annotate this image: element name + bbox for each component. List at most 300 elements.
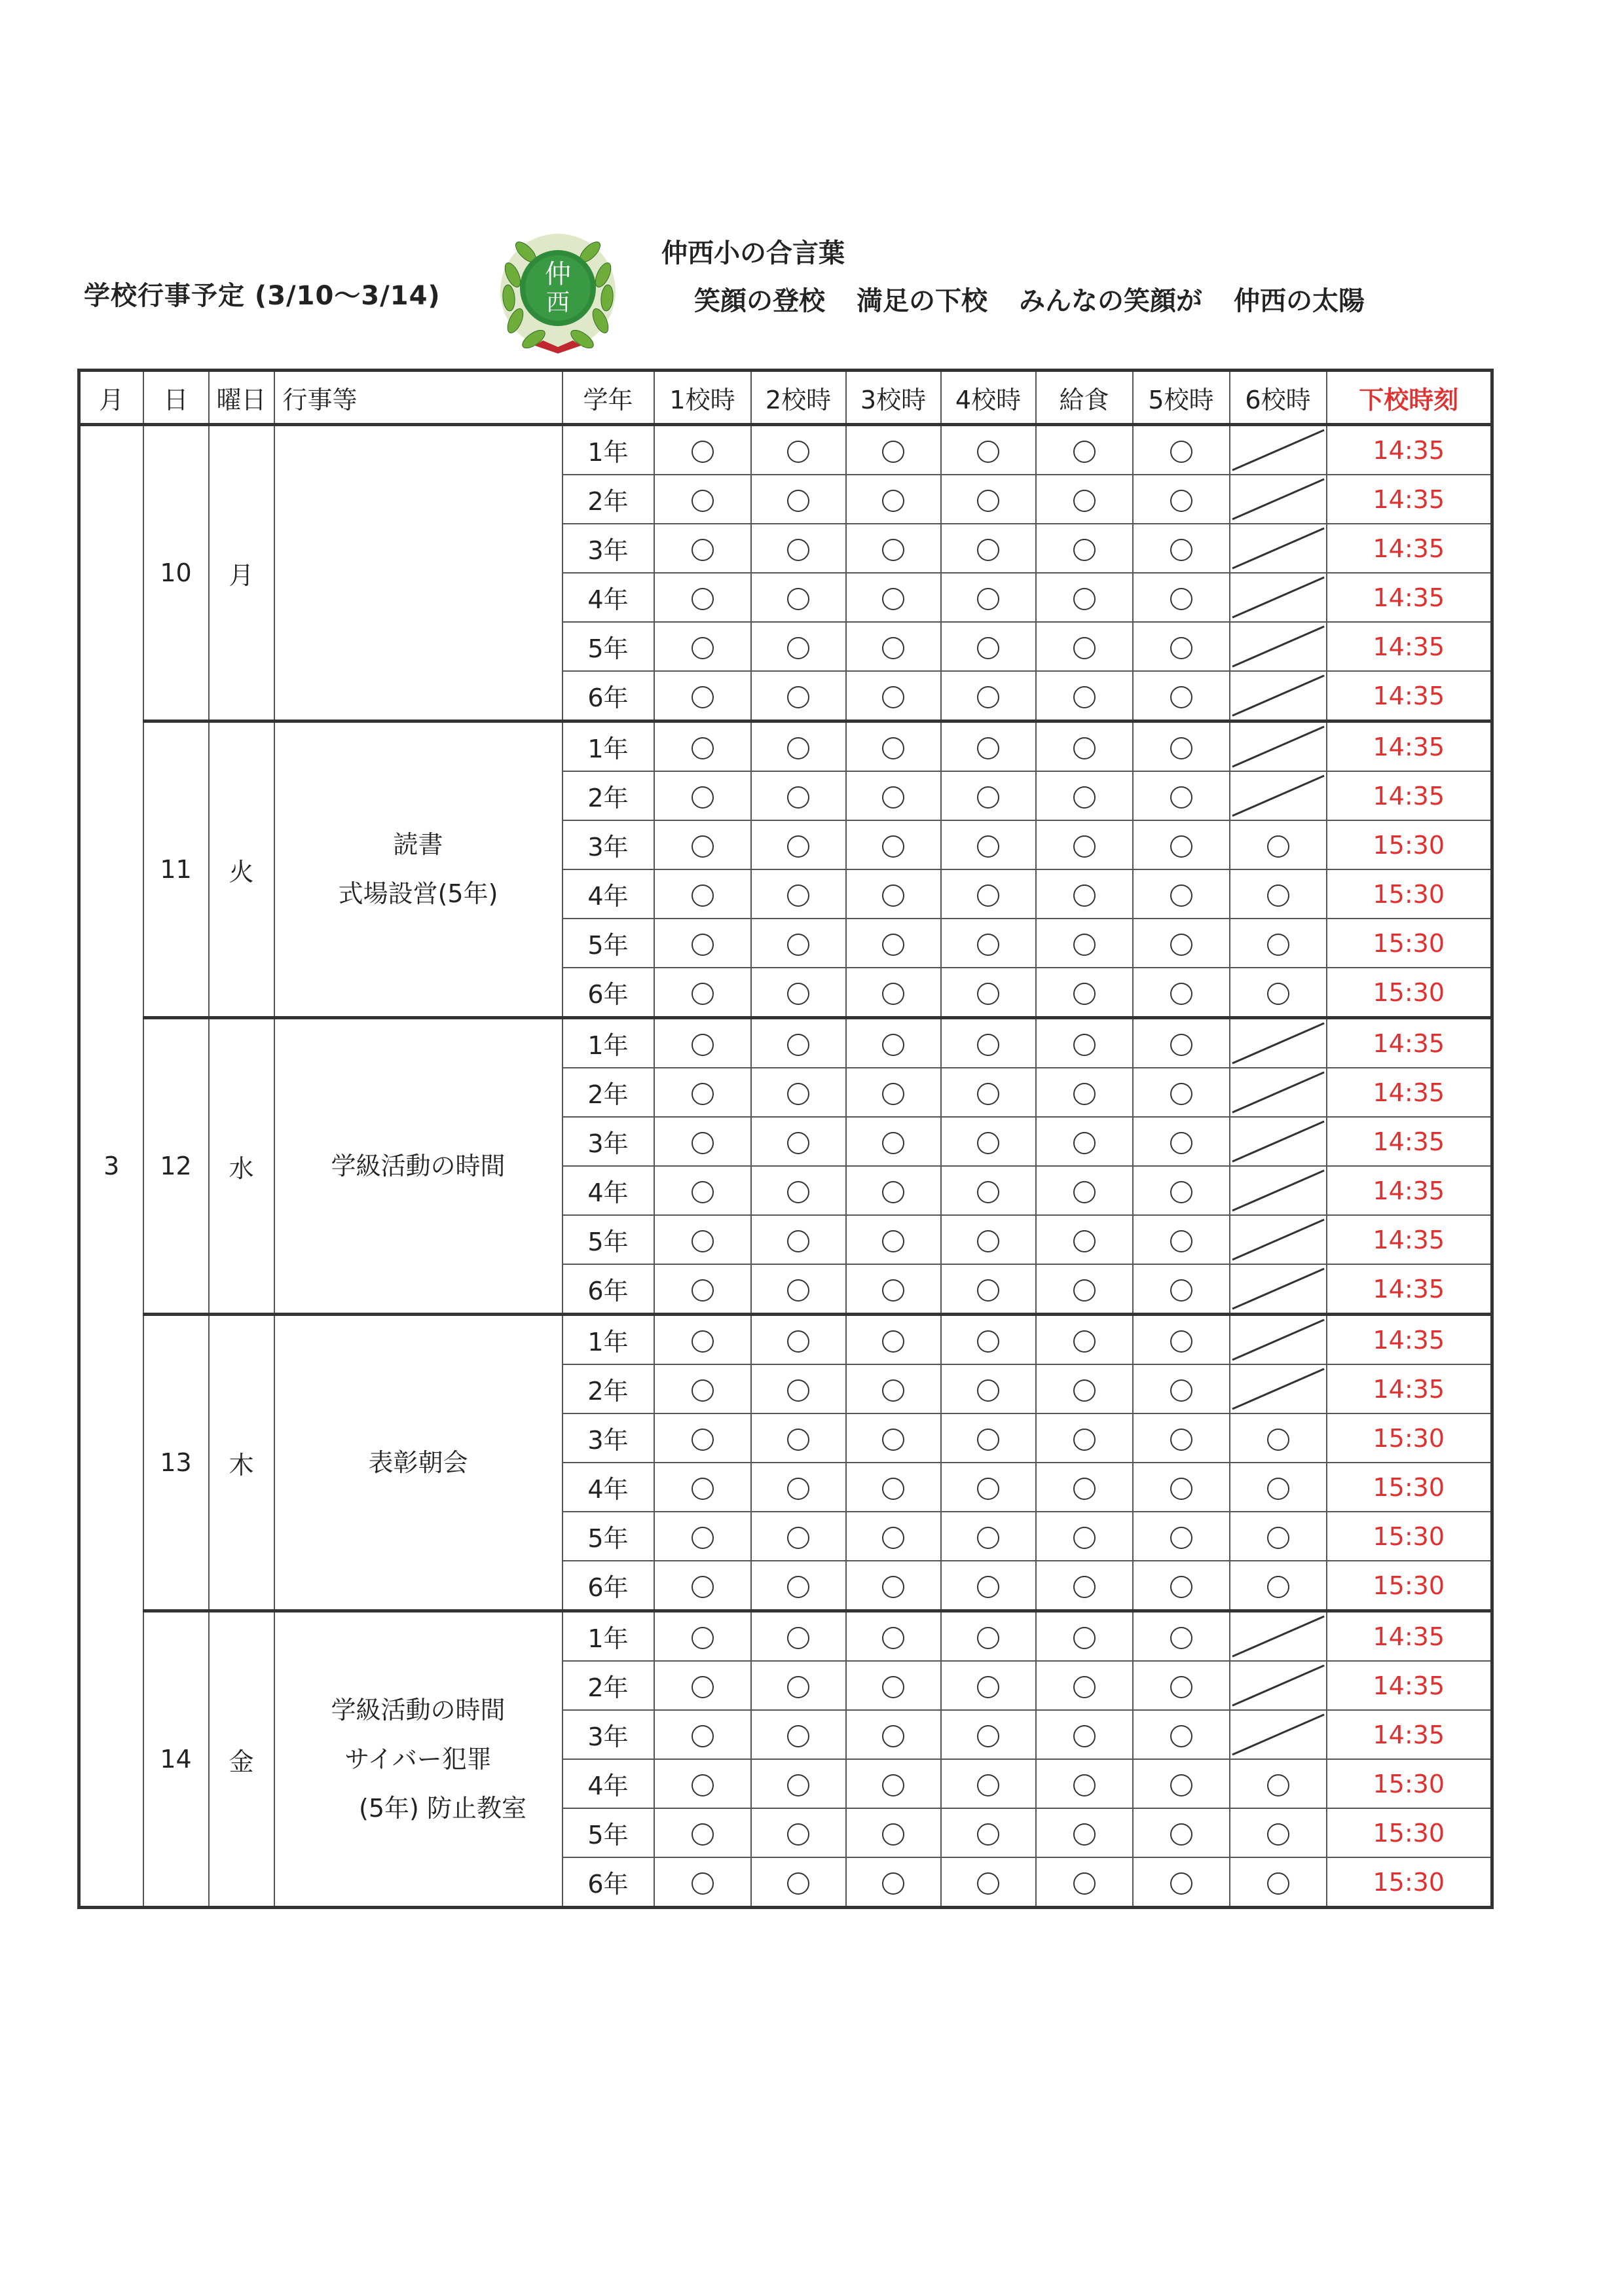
- attendance-cell: [941, 475, 1036, 524]
- attendance-cell: [941, 1166, 1036, 1215]
- circle-mark-icon: [787, 539, 809, 561]
- dismissal-time-cell: 14:35: [1327, 1018, 1492, 1068]
- period-6-cell: [1230, 1413, 1327, 1463]
- attendance-cell: [846, 671, 941, 721]
- circle-mark-icon: [882, 1083, 904, 1105]
- attendance-cell: [846, 1512, 941, 1561]
- attendance-cell: [1133, 869, 1230, 919]
- attendance-cell: [1036, 721, 1133, 772]
- circle-mark-icon: [977, 1823, 999, 1846]
- no-class-slash-icon: [1230, 672, 1326, 720]
- circle-mark-icon: [1170, 1774, 1192, 1796]
- attendance-cell: [941, 1364, 1036, 1413]
- circle-mark-icon: [1073, 835, 1096, 858]
- attendance-cell: [654, 475, 751, 524]
- grade-cell: 5年: [563, 1808, 654, 1857]
- attendance-cell: [654, 1413, 751, 1463]
- motto-phrase: 仲西の太陽: [1234, 286, 1365, 316]
- attendance-cell: [1036, 1315, 1133, 1365]
- attendance-cell: [751, 721, 846, 772]
- circle-mark-icon: [787, 686, 809, 708]
- attendance-cell: [1133, 475, 1230, 524]
- attendance-cell: [941, 425, 1036, 475]
- circle-mark-icon: [692, 1478, 714, 1500]
- grade-cell: 2年: [563, 475, 654, 524]
- circle-mark-icon: [977, 835, 999, 858]
- period-6-cell: [1230, 1364, 1327, 1413]
- attendance-cell: [846, 1759, 941, 1808]
- circle-mark-icon: [787, 1725, 809, 1747]
- period-6-cell: [1230, 1661, 1327, 1710]
- circle-mark-icon: [977, 1478, 999, 1500]
- circle-mark-icon: [977, 1429, 999, 1451]
- attendance-cell: [654, 1561, 751, 1611]
- circle-mark-icon: [1170, 490, 1192, 512]
- attendance-cell: [1036, 771, 1133, 820]
- circle-mark-icon: [977, 1576, 999, 1598]
- circle-mark-icon: [977, 441, 999, 463]
- circle-mark-icon: [1073, 441, 1096, 463]
- table-row: [79, 1611, 1492, 1662]
- grade-cell: 2年: [563, 1661, 654, 1710]
- attendance-cell: [941, 524, 1036, 573]
- circle-mark-icon: [787, 1379, 809, 1402]
- circle-mark-icon: [1170, 1083, 1192, 1105]
- events-cell: [274, 1611, 563, 1908]
- attendance-cell: [1036, 1068, 1133, 1117]
- attendance-cell: [654, 1759, 751, 1808]
- circle-mark-icon: [692, 1083, 714, 1105]
- circle-mark-icon: [692, 1379, 714, 1402]
- attendance-cell: [654, 1315, 751, 1365]
- circle-mark-icon: [882, 1627, 904, 1649]
- circle-mark-icon: [787, 1034, 809, 1056]
- circle-mark-icon: [787, 1330, 809, 1353]
- dismissal-time-cell: 15:30: [1327, 919, 1492, 968]
- circle-mark-icon: [1073, 686, 1096, 708]
- circle-mark-icon: [1267, 835, 1289, 858]
- attendance-cell: [1133, 1463, 1230, 1512]
- circle-mark-icon: [1073, 1676, 1096, 1698]
- period-6-cell: [1230, 1264, 1327, 1315]
- dismissal-time-cell: 15:30: [1327, 1759, 1492, 1808]
- dismissal-time-cell: 14:35: [1327, 573, 1492, 622]
- circle-mark-icon: [692, 1230, 714, 1252]
- weekday-cell: 金: [209, 1611, 274, 1908]
- period-6-cell: [1230, 1166, 1327, 1215]
- grade-cell: 1年: [563, 1315, 654, 1365]
- circle-mark-icon: [977, 686, 999, 708]
- circle-mark-icon: [1170, 835, 1192, 858]
- circle-mark-icon: [1170, 1279, 1192, 1302]
- attendance-cell: [1036, 1117, 1133, 1166]
- circle-mark-icon: [787, 1676, 809, 1698]
- circle-mark-icon: [882, 637, 904, 659]
- circle-mark-icon: [692, 686, 714, 708]
- events-cell: [274, 1018, 563, 1315]
- attendance-cell: [751, 573, 846, 622]
- circle-mark-icon: [977, 1181, 999, 1203]
- attendance-cell: [941, 919, 1036, 968]
- circle-mark-icon: [977, 1379, 999, 1402]
- circle-mark-icon: [787, 1527, 809, 1549]
- no-class-slash-icon: [1230, 1365, 1326, 1413]
- no-class-slash-icon: [1230, 1167, 1326, 1214]
- circle-mark-icon: [977, 1627, 999, 1649]
- attendance-cell: [1036, 919, 1133, 968]
- no-class-slash-icon: [1230, 1019, 1326, 1067]
- dismissal-time-cell: 14:35: [1327, 671, 1492, 721]
- attendance-cell: [751, 1808, 846, 1857]
- table-header-row: [79, 371, 1492, 425]
- circle-mark-icon: [787, 490, 809, 512]
- attendance-cell: [1036, 1561, 1133, 1611]
- circle-mark-icon: [1073, 1725, 1096, 1747]
- dismissal-time-cell: 14:35: [1327, 1315, 1492, 1365]
- attendance-cell: [654, 919, 751, 968]
- period-6-cell: [1230, 1857, 1327, 1908]
- grade-cell: 3年: [563, 1117, 654, 1166]
- circle-mark-icon: [1170, 934, 1192, 956]
- circle-mark-icon: [692, 441, 714, 463]
- motto-phrase: 満足の下校: [857, 286, 987, 316]
- attendance-cell: [1036, 1808, 1133, 1857]
- circle-mark-icon: [692, 1034, 714, 1056]
- attendance-cell: [654, 1463, 751, 1512]
- attendance-cell: [941, 1759, 1036, 1808]
- circle-mark-icon: [1073, 884, 1096, 907]
- motto-line: [694, 280, 1365, 318]
- attendance-cell: [1133, 671, 1230, 721]
- grade-cell: 3年: [563, 1413, 654, 1463]
- attendance-cell: [751, 771, 846, 820]
- table-row: [79, 425, 1492, 475]
- col-header-period-5: 5校時: [1133, 371, 1230, 425]
- attendance-cell: [751, 1364, 846, 1413]
- circle-mark-icon: [692, 1576, 714, 1598]
- event-item: (5年) 防止教室: [359, 1793, 526, 1823]
- attendance-cell: [654, 1512, 751, 1561]
- attendance-cell: [751, 1117, 846, 1166]
- attendance-cell: [751, 622, 846, 671]
- motto-title: 仲西小の合言葉: [661, 238, 845, 268]
- circle-mark-icon: [1170, 1627, 1192, 1649]
- circle-mark-icon: [1170, 686, 1192, 708]
- attendance-cell: [1133, 1857, 1230, 1908]
- circle-mark-icon: [692, 1823, 714, 1846]
- circle-mark-icon: [1073, 539, 1096, 561]
- circle-mark-icon: [1267, 1478, 1289, 1500]
- circle-mark-icon: [1170, 884, 1192, 907]
- circle-mark-icon: [1267, 1872, 1289, 1895]
- grade-cell: 4年: [563, 573, 654, 622]
- circle-mark-icon: [882, 1527, 904, 1549]
- col-header-weekday: 曜日: [209, 371, 274, 425]
- attendance-cell: [751, 1018, 846, 1068]
- circle-mark-icon: [1073, 1823, 1096, 1846]
- attendance-cell: [846, 1018, 941, 1068]
- circle-mark-icon: [787, 1774, 809, 1796]
- attendance-cell: [1133, 573, 1230, 622]
- col-header-month: 月: [79, 371, 143, 425]
- attendance-cell: [941, 1561, 1036, 1611]
- period-6-cell: [1230, 869, 1327, 919]
- attendance-cell: [654, 721, 751, 772]
- period-6-cell: [1230, 573, 1327, 622]
- grade-cell: 6年: [563, 968, 654, 1018]
- attendance-cell: [846, 820, 941, 869]
- attendance-cell: [941, 671, 1036, 721]
- circle-mark-icon: [1170, 588, 1192, 610]
- attendance-cell: [846, 1215, 941, 1264]
- attendance-cell: [846, 721, 941, 772]
- attendance-cell: [751, 1561, 846, 1611]
- circle-mark-icon: [1073, 1034, 1096, 1056]
- motto-phrase: みんなの笑顔が: [1019, 286, 1202, 316]
- attendance-cell: [941, 1857, 1036, 1908]
- circle-mark-icon: [787, 1181, 809, 1203]
- circle-mark-icon: [1073, 1774, 1096, 1796]
- event-item: 表彰朝会: [368, 1448, 468, 1477]
- circle-mark-icon: [882, 1576, 904, 1598]
- attendance-cell: [941, 771, 1036, 820]
- circle-mark-icon: [787, 1627, 809, 1649]
- attendance-cell: [941, 1264, 1036, 1315]
- circle-mark-icon: [1073, 983, 1096, 1005]
- attendance-cell: [751, 1463, 846, 1512]
- attendance-cell: [1133, 919, 1230, 968]
- grade-cell: 1年: [563, 1611, 654, 1662]
- circle-mark-icon: [1073, 1083, 1096, 1105]
- circle-mark-icon: [787, 1478, 809, 1500]
- circle-mark-icon: [692, 1725, 714, 1747]
- circle-mark-icon: [1073, 1429, 1096, 1451]
- circle-mark-icon: [1170, 1576, 1192, 1598]
- circle-mark-icon: [1267, 884, 1289, 907]
- attendance-cell: [941, 721, 1036, 772]
- circle-mark-icon: [692, 588, 714, 610]
- attendance-cell: [654, 1710, 751, 1759]
- attendance-cell: [751, 1068, 846, 1117]
- col-header-events: 行事等: [274, 371, 563, 425]
- circle-mark-icon: [882, 1132, 904, 1154]
- day-cell: 12: [143, 1018, 209, 1315]
- circle-mark-icon: [1073, 1330, 1096, 1353]
- attendance-cell: [751, 968, 846, 1018]
- attendance-cell: [1036, 1413, 1133, 1463]
- schedule-table: [77, 369, 1494, 1909]
- circle-mark-icon: [692, 1181, 714, 1203]
- circle-mark-icon: [787, 884, 809, 907]
- period-6-cell: [1230, 1117, 1327, 1166]
- circle-mark-icon: [1073, 1872, 1096, 1895]
- attendance-cell: [751, 1264, 846, 1315]
- circle-mark-icon: [692, 835, 714, 858]
- no-class-slash-icon: [1230, 723, 1326, 771]
- event-item: 学級活動の時間: [331, 1695, 506, 1724]
- circle-mark-icon: [977, 1676, 999, 1698]
- circle-mark-icon: [787, 835, 809, 858]
- attendance-cell: [846, 1463, 941, 1512]
- attendance-cell: [1133, 1364, 1230, 1413]
- no-class-slash-icon: [1230, 1613, 1326, 1660]
- attendance-cell: [1133, 425, 1230, 475]
- dismissal-time-cell: 14:35: [1327, 475, 1492, 524]
- period-6-cell: [1230, 919, 1327, 968]
- attendance-cell: [1133, 1018, 1230, 1068]
- attendance-cell: [1133, 1166, 1230, 1215]
- period-6-cell: [1230, 820, 1327, 869]
- no-class-slash-icon: [1230, 1216, 1326, 1264]
- circle-mark-icon: [977, 786, 999, 809]
- attendance-cell: [1036, 820, 1133, 869]
- attendance-cell: [846, 425, 941, 475]
- attendance-cell: [1036, 869, 1133, 919]
- attendance-cell: [846, 1808, 941, 1857]
- attendance-cell: [846, 968, 941, 1018]
- circle-mark-icon: [977, 983, 999, 1005]
- attendance-cell: [654, 1661, 751, 1710]
- attendance-cell: [1036, 1759, 1133, 1808]
- attendance-cell: [654, 1166, 751, 1215]
- attendance-cell: [1036, 1018, 1133, 1068]
- period-6-cell: [1230, 1710, 1327, 1759]
- attendance-cell: [1036, 968, 1133, 1018]
- circle-mark-icon: [692, 1774, 714, 1796]
- grade-cell: 4年: [563, 1463, 654, 1512]
- attendance-cell: [654, 968, 751, 1018]
- attendance-cell: [941, 869, 1036, 919]
- circle-mark-icon: [977, 637, 999, 659]
- no-class-slash-icon: [1230, 574, 1326, 621]
- dismissal-time-cell: 15:30: [1327, 1413, 1492, 1463]
- events-cell: [274, 721, 563, 1018]
- attendance-cell: [941, 1463, 1036, 1512]
- attendance-cell: [1133, 1264, 1230, 1315]
- circle-mark-icon: [1073, 637, 1096, 659]
- circle-mark-icon: [977, 1279, 999, 1302]
- circle-mark-icon: [1170, 1725, 1192, 1747]
- circle-mark-icon: [1170, 539, 1192, 561]
- weekday-cell: 月: [209, 425, 274, 721]
- attendance-cell: [1133, 1117, 1230, 1166]
- circle-mark-icon: [1267, 983, 1289, 1005]
- grade-cell: 2年: [563, 1068, 654, 1117]
- school-emblem-logo: [494, 223, 622, 357]
- logo-char-2: 西: [545, 289, 570, 316]
- circle-mark-icon: [1267, 1774, 1289, 1796]
- col-header-dismissal-time: 下校時刻: [1327, 371, 1492, 425]
- attendance-cell: [654, 1857, 751, 1908]
- day-cell: 13: [143, 1315, 209, 1611]
- weekday-cell: 火: [209, 721, 274, 1018]
- events-cell: [274, 425, 563, 721]
- dismissal-time-cell: 14:35: [1327, 1611, 1492, 1662]
- attendance-cell: [846, 1710, 941, 1759]
- circle-mark-icon: [977, 1527, 999, 1549]
- attendance-cell: [846, 919, 941, 968]
- weekday-cell: 木: [209, 1315, 274, 1611]
- no-class-slash-icon: [1230, 1118, 1326, 1165]
- attendance-cell: [1133, 1512, 1230, 1561]
- circle-mark-icon: [1267, 1576, 1289, 1598]
- circle-mark-icon: [692, 490, 714, 512]
- period-6-cell: [1230, 1808, 1327, 1857]
- circle-mark-icon: [1267, 1527, 1289, 1549]
- circle-mark-icon: [882, 1676, 904, 1698]
- circle-mark-icon: [1170, 1132, 1192, 1154]
- dismissal-time-cell: 14:35: [1327, 1264, 1492, 1315]
- circle-mark-icon: [882, 1330, 904, 1353]
- circle-mark-icon: [977, 934, 999, 956]
- grade-cell: 5年: [563, 622, 654, 671]
- circle-mark-icon: [977, 588, 999, 610]
- period-6-cell: [1230, 1068, 1327, 1117]
- attendance-cell: [846, 1857, 941, 1908]
- circle-mark-icon: [977, 737, 999, 759]
- grade-cell: 5年: [563, 1215, 654, 1264]
- attendance-cell: [654, 1264, 751, 1315]
- day-cell: 11: [143, 721, 209, 1018]
- dismissal-time-cell: 14:35: [1327, 1215, 1492, 1264]
- attendance-cell: [1133, 1561, 1230, 1611]
- attendance-cell: [846, 1264, 941, 1315]
- circle-mark-icon: [1170, 1181, 1192, 1203]
- attendance-cell: [1036, 1166, 1133, 1215]
- circle-mark-icon: [1073, 1181, 1096, 1203]
- period-6-cell: [1230, 425, 1327, 475]
- circle-mark-icon: [692, 1429, 714, 1451]
- circle-mark-icon: [692, 934, 714, 956]
- circle-mark-icon: [882, 884, 904, 907]
- attendance-cell: [941, 1710, 1036, 1759]
- period-6-cell: [1230, 968, 1327, 1018]
- no-class-slash-icon: [1230, 1316, 1326, 1364]
- attendance-cell: [1133, 771, 1230, 820]
- grade-cell: 3年: [563, 1710, 654, 1759]
- grade-cell: 2年: [563, 771, 654, 820]
- attendance-cell: [846, 1561, 941, 1611]
- dismissal-time-cell: 14:35: [1327, 1710, 1492, 1759]
- attendance-cell: [1133, 1413, 1230, 1463]
- circle-mark-icon: [1170, 983, 1192, 1005]
- attendance-cell: [941, 573, 1036, 622]
- circle-mark-icon: [787, 1230, 809, 1252]
- attendance-cell: [846, 869, 941, 919]
- circle-mark-icon: [1170, 737, 1192, 759]
- dismissal-time-cell: 14:35: [1327, 622, 1492, 671]
- attendance-cell: [1036, 475, 1133, 524]
- circle-mark-icon: [787, 1083, 809, 1105]
- circle-mark-icon: [692, 1872, 714, 1895]
- attendance-cell: [846, 1611, 941, 1662]
- attendance-cell: [1036, 1611, 1133, 1662]
- circle-mark-icon: [787, 588, 809, 610]
- circle-mark-icon: [882, 686, 904, 708]
- dismissal-time-cell: 15:30: [1327, 1463, 1492, 1512]
- circle-mark-icon: [882, 983, 904, 1005]
- circle-mark-icon: [1170, 441, 1192, 463]
- attendance-cell: [1133, 1759, 1230, 1808]
- attendance-cell: [654, 771, 751, 820]
- attendance-cell: [1133, 1611, 1230, 1662]
- attendance-cell: [751, 1611, 846, 1662]
- circle-mark-icon: [1170, 1379, 1192, 1402]
- attendance-cell: [654, 573, 751, 622]
- period-6-cell: [1230, 721, 1327, 772]
- dismissal-time-cell: 15:30: [1327, 1808, 1492, 1857]
- attendance-cell: [751, 1759, 846, 1808]
